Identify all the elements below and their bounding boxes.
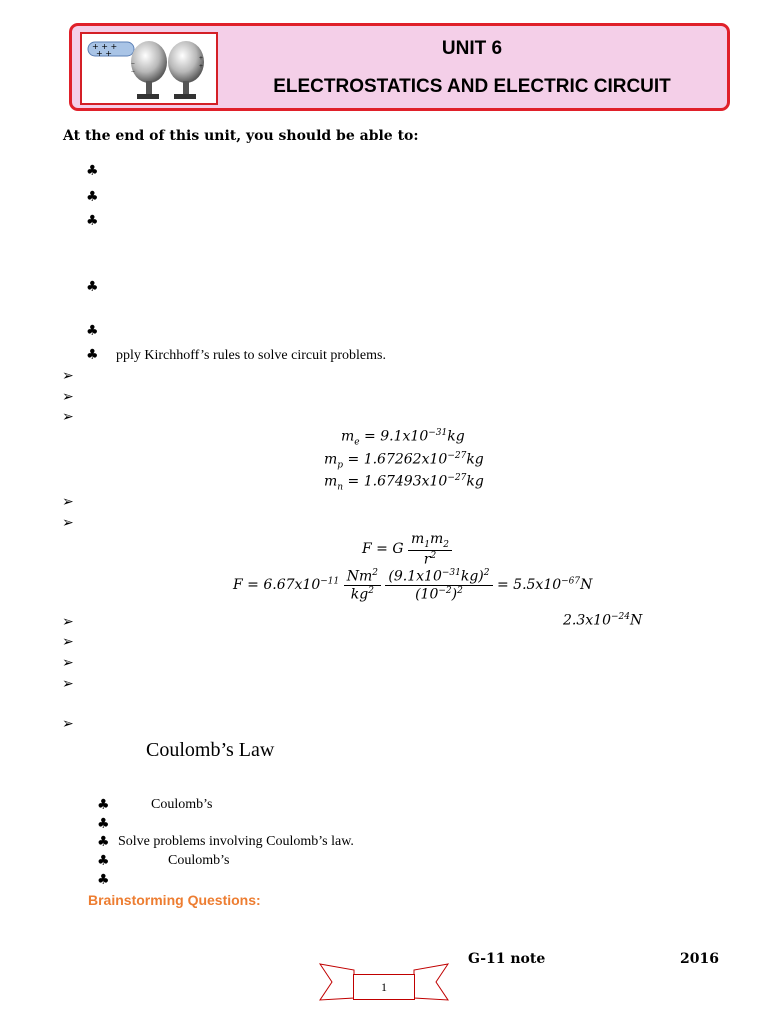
svg-text:+: + [199,62,203,70]
gravity-calculation: $F = 6.67x10^{-11}$ $\frac{Nm^2}{kg^2}$ $\frac{(9.1x10^{-31}kg)^2}{(10^{-2})^2}$ = $5.5x10^{-67}N$ [233,568,593,603]
neutron-mass-exp: −27 [447,473,467,483]
electroscope-image [80,32,218,105]
arrow-bullet-icon: ➢ [62,494,74,510]
proton-mass-exp: −27 [447,451,467,461]
electron-mass-equation: $m_e = 9.1x10^{-31}kg$ [341,428,465,448]
unit-number: UNIT 6 [441,38,503,59]
club-bullet-icon: ♣ [86,279,99,295]
neutron-mass-equation: $m_n = 1.67493x10^{-27}kg$ [324,473,484,493]
intro-heading: At the end of this unit, you should be able to: [63,128,419,144]
unit-title: ELECTROSTATICS AND ELECTRIC CIRCUIT [273,76,671,97]
svg-text:−: − [131,60,135,68]
section-title: Coulomb’s Law [146,739,275,761]
coulomb-objective-4: Coulomb’s [168,853,230,868]
arrow-bullet-icon: ➢ [62,676,74,692]
arrow-bullet-icon: ➢ [62,389,74,405]
neutron-mass: 1.67493 [363,473,422,490]
arrow-bullet-icon: ➢ [62,634,74,650]
grav-result-exp: −67 [561,576,581,587]
proton-mass: 1.67262 [363,451,422,468]
brainstorm-heading: Brainstorming Questions: [88,892,261,908]
arrow-bullet-icon: ➢ [62,409,74,425]
charge-label: + + + [92,42,118,51]
grav-constant: 6.67 [263,577,295,594]
svg-text:+ +: + + [96,49,112,58]
electron-mass-exp: −31 [428,428,448,438]
club-bullet-icon: ♣ [97,797,110,813]
club-bullet-icon: ♣ [86,163,99,179]
svg-text:+: + [199,54,203,62]
page-number: 1 [353,974,415,1000]
objective-kirchhoff: pply Kirchhoff’s rules to solve circuit problems. [116,348,386,363]
arrow-bullet-icon: ➢ [62,515,74,531]
arrow-bullet-icon: ➢ [62,716,74,732]
coulomb-objective-3: Solve problems involving Coulomb’s law. [118,834,354,849]
club-bullet-icon: ♣ [97,853,110,869]
electric-force-value: $2.3x10^{-24}N$ [563,612,643,629]
footer-year: 2016 [680,951,719,967]
arrow-bullet-icon: ➢ [62,368,74,384]
electron-mass: 9.1 [380,428,403,445]
club-bullet-icon: ♣ [86,323,99,339]
gravity-formula: F = G $\frac{m_1m_2}{r^2}$ [362,531,452,567]
arrow-bullet-icon: ➢ [62,614,74,630]
arrow-bullet-icon: ➢ [62,655,74,671]
grav-result: 5.5 [513,577,536,594]
coulomb-objective-1: Coulomb’s [151,797,213,812]
unit-header [69,23,730,111]
grav-constant-exp: −11 [320,576,340,587]
club-bullet-icon: ♣ [97,816,110,832]
club-bullet-icon: ♣ [97,872,110,888]
club-bullet-icon: ♣ [86,347,99,363]
svg-text:−: − [131,68,135,76]
proton-mass-equation: $m_p = 1.67262x10^{-27}kg$ [324,451,484,471]
footer-note: G-11 note [468,951,546,967]
club-bullet-icon: ♣ [86,189,99,205]
club-bullet-icon: ♣ [97,834,110,850]
club-bullet-icon: ♣ [86,213,99,229]
